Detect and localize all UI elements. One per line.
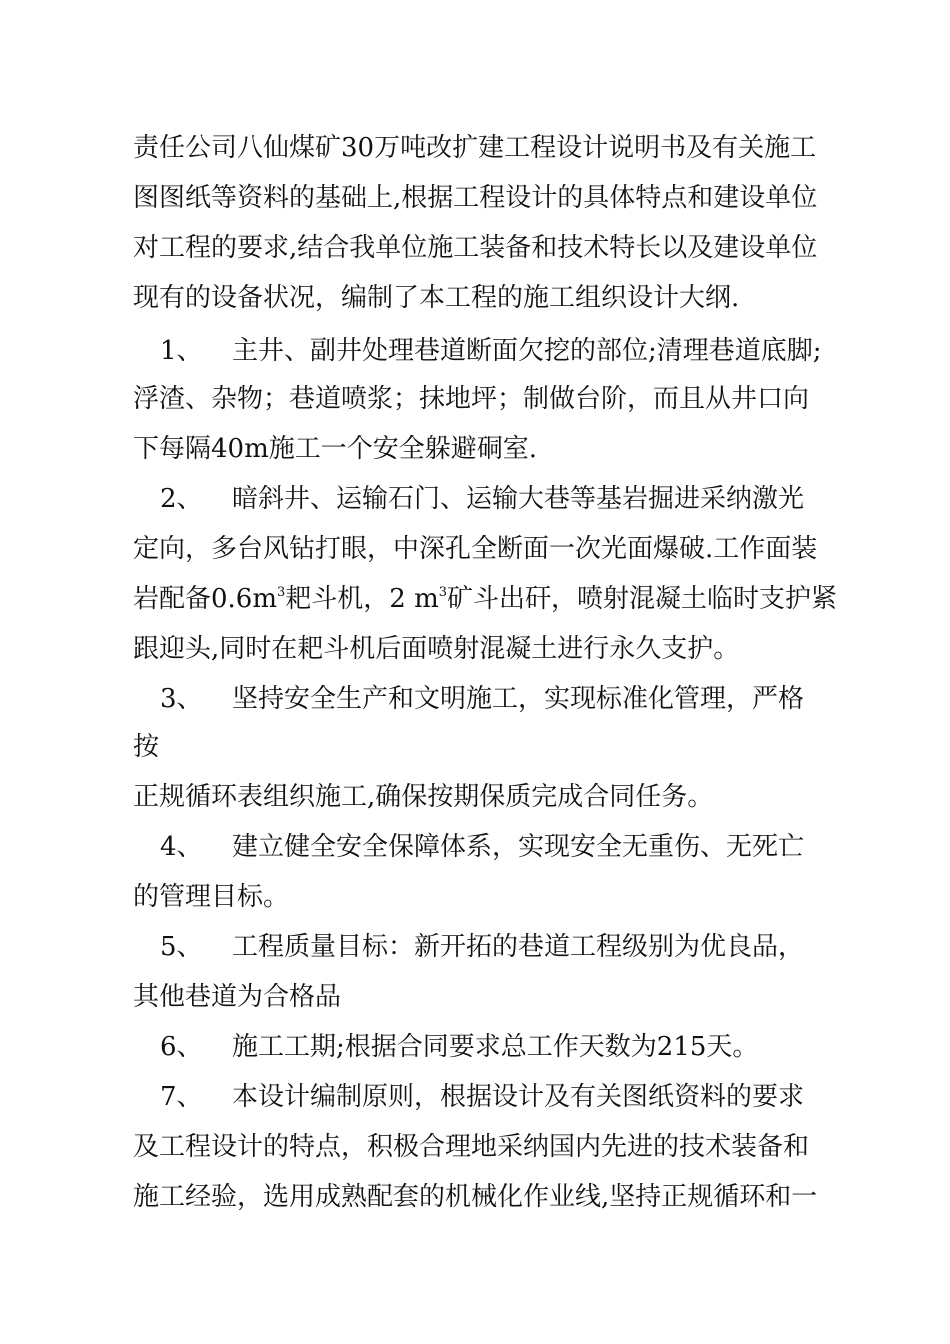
item-7-number: 7、 bbox=[160, 1082, 203, 1112]
item-4-line-1: 建立健全安全保障体系，实现安全无重伤、无死亡 bbox=[232, 832, 805, 862]
item-3-line-1: 坚持安全生产和文明施工，实现标准化管理，严格 bbox=[232, 684, 805, 714]
item-6-number: 6、 bbox=[160, 1032, 203, 1062]
item-3-line-3: 正规循环表组织施工,确保按期保质完成合同任务。 bbox=[133, 782, 714, 812]
item-2-line-4: 跟迎头,同时在耙斗机后面喷射混凝土进行永久支护。 bbox=[133, 634, 740, 664]
item-6-line-1: 施工工期;根据合同要求总工作天数为215天。 bbox=[232, 1032, 759, 1062]
item-2-number: 2、 bbox=[160, 484, 203, 514]
item-2-line-1: 暗斜井、运输石门、运输大巷等基岩掘进采纳激光 bbox=[232, 484, 805, 514]
item-2-line-3-part-2: 耙斗机，2 m bbox=[285, 584, 439, 614]
item-2-line-3 bbox=[133, 584, 837, 614]
cubic-superscript-2: 3 bbox=[438, 585, 448, 600]
intro-line-3: 对工程的要求,结合我单位施工装备和技术特长以及建设单位 bbox=[133, 233, 818, 263]
item-4-number: 4、 bbox=[160, 832, 203, 862]
item-3-number: 3、 bbox=[160, 684, 203, 714]
item-3-line-2: 按 bbox=[133, 732, 160, 762]
item-7-line-2: 及工程设计的特点，积极合理地采纳国内先进的技术装备和 bbox=[133, 1132, 810, 1162]
item-1-number: 1、 bbox=[160, 336, 203, 366]
item-7-line-1: 本设计编制原则，根据设计及有关图纸资料的要求 bbox=[232, 1082, 805, 1112]
item-2-line-3-part-1: 岩配备0.6m bbox=[133, 584, 278, 614]
item-7-line-3: 施工经验，选用成熟配套的机械化作业线,坚持正规循环和一 bbox=[133, 1182, 818, 1212]
item-1-line-2: 浮渣、杂物；巷道喷浆；抹地坪；制做台阶，而且从井口向 bbox=[133, 384, 810, 414]
intro-line-1: 责任公司八仙煤矿30万吨改扩建工程设计说明书及有关施工 bbox=[133, 133, 817, 163]
item-5-line-1: 工程质量目标：新开拓的巷道工程级别为优良品， bbox=[232, 932, 805, 962]
cubic-superscript-1: 3 bbox=[277, 585, 286, 600]
item-4-line-2: 的管理目标。 bbox=[133, 882, 290, 912]
intro-line-4: 现有的设备状况，编制了本工程的施工组织设计大纲. bbox=[133, 283, 740, 313]
item-1-line-1: 主井、副井处理巷道断面欠挖的部位;清理巷道底脚; bbox=[232, 336, 822, 366]
item-5-number: 5、 bbox=[160, 932, 203, 962]
item-5-line-2: 其他巷道为合格品 bbox=[133, 982, 342, 1012]
item-2-line-3-part-3: 矿斗出矸，喷射混凝土临时支护紧 bbox=[447, 584, 838, 614]
item-1-line-3: 下每隔40m施工一个安全躲避硐室. bbox=[133, 434, 538, 464]
item-2-line-2: 定向，多台风钻打眼，中深孔全断面一次光面爆破.工作面装 bbox=[133, 534, 818, 564]
intro-line-2: 图图纸等资料的基础上,根据工程设计的具体特点和建设单位 bbox=[133, 183, 818, 213]
